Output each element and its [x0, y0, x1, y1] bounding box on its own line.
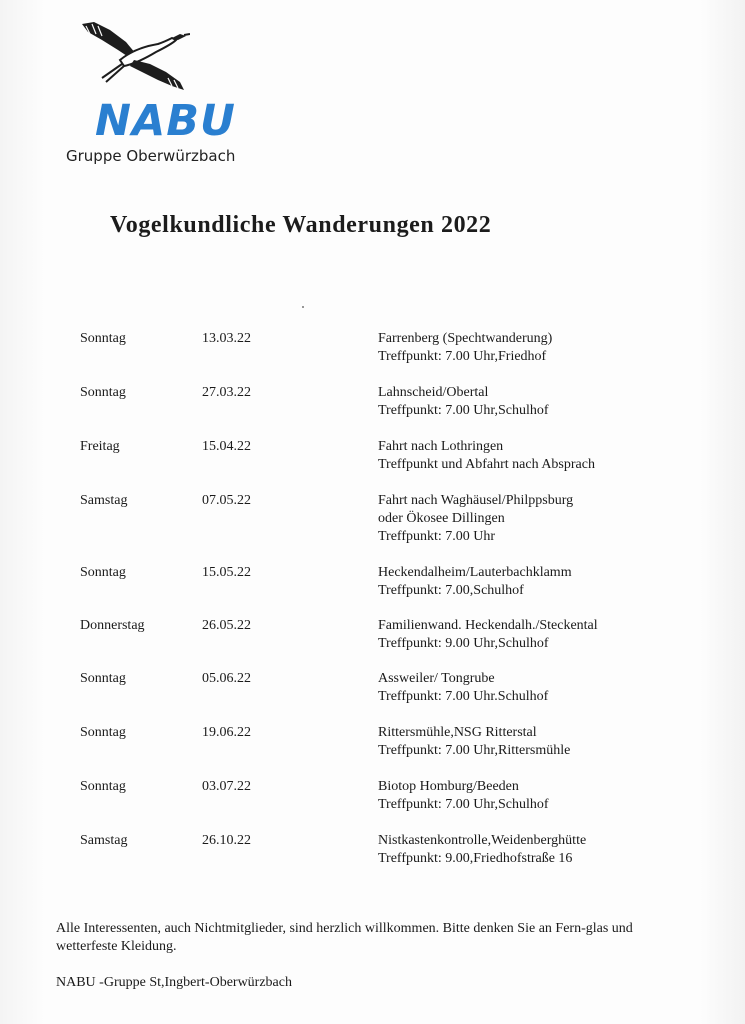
- schedule-destination: Rittersmühle,NSG Ritterstal: [378, 725, 537, 740]
- schedule-description: [378, 564, 572, 600]
- schedule-destination: Biotop Homburg/Beeden: [378, 779, 519, 794]
- schedule-destination: Heckendalheim/Lauterbachklamm: [378, 565, 572, 580]
- schedule-date: 27.03.22: [202, 385, 251, 400]
- schedule-description: [378, 438, 595, 474]
- schedule-day: Sonntag: [80, 779, 126, 794]
- schedule-description: [378, 330, 552, 366]
- schedule-description: [378, 492, 573, 546]
- schedule-destination: Assweiler/ Tongrube: [378, 671, 495, 686]
- schedule-meeting-point: Treffpunkt und Abfahrt nach Absprach: [378, 457, 595, 472]
- schedule-destination: Fahrt nach Waghäusel/Philppsburg: [378, 493, 574, 508]
- schedule-day: Sonntag: [80, 671, 126, 686]
- schedule-meeting-point: Treffpunkt: 7.00 Uhr,Schulhof: [378, 797, 549, 812]
- schedule-date: 26.05.22: [202, 618, 251, 633]
- schedule-description: [378, 778, 549, 814]
- schedule-day: Sonntag: [80, 725, 126, 740]
- schedule-date: 15.04.22: [202, 439, 251, 454]
- schedule-day: Sonntag: [80, 565, 126, 580]
- schedule-date: 26.10.22: [202, 833, 251, 848]
- logo-group-name: Gruppe Oberwürzbach: [66, 147, 236, 165]
- schedule-date: 15.05.22: [202, 565, 251, 580]
- logo-wordmark: NABU: [95, 96, 236, 146]
- schedule-date: 03.07.22: [202, 779, 251, 794]
- schedule-destination: Fahrt nach Lothringen: [378, 439, 504, 454]
- nabu-logo: [60, 20, 260, 170]
- schedule-meeting-point: Treffpunkt: 9.00,Friedhofstraße 16: [378, 851, 573, 866]
- schedule-destination: Farrenberg (Spechtwanderung): [378, 331, 553, 346]
- footer-signature: NABU -Gruppe St,Ingbert-Oberwürzbach: [56, 975, 292, 990]
- schedule-day: Samstag: [80, 833, 128, 848]
- schedule-date: 19.06.22: [202, 725, 251, 740]
- schedule-meeting-point: Treffpunkt: 7.00 Uhr.Schulhof: [378, 689, 549, 704]
- schedule-meeting-point: Treffpunkt: 7.00 Uhr,Rittersmühle: [378, 743, 571, 758]
- schedule-day: Freitag: [80, 439, 120, 454]
- schedule-meeting-point: Treffpunkt: 9.00 Uhr,Schulhof: [378, 636, 549, 651]
- schedule-description: [378, 617, 598, 653]
- schedule-description: [378, 384, 549, 420]
- page-title: Vogelkundliche Wanderungen 2022: [110, 212, 492, 238]
- schedule-meeting-point: Treffpunkt: 7.00,Schulhof: [378, 583, 524, 598]
- schedule-destination: Nistkastenkontrolle,Weidenberghütte: [378, 833, 587, 848]
- schedule-meeting-point: Treffpunkt: 7.00 Uhr,Friedhof: [378, 349, 547, 364]
- stork-icon: [80, 20, 190, 92]
- schedule-day: Sonntag: [80, 385, 126, 400]
- scan-speck: [302, 306, 304, 308]
- schedule-destination: Lahnscheid/Obertal: [378, 385, 489, 400]
- schedule-destination: Familienwand. Heckendalh./Steckental: [378, 618, 598, 633]
- footer-note: Alle Interessenten, auch Nichtmitglieder, sind herzlich willkommen. Bitte denken Sie an Fern-glas und wetterfeste Kleidung.: [56, 921, 633, 954]
- schedule-day: Donnerstag: [80, 618, 145, 633]
- schedule-description: [378, 832, 586, 868]
- schedule-description: [378, 724, 570, 760]
- schedule-day: Samstag: [80, 493, 128, 508]
- schedule-date: 13.03.22: [202, 331, 251, 346]
- schedule-destination: oder Ökosee Dillingen: [378, 511, 505, 526]
- schedule-meeting-point: Treffpunkt: 7.00 Uhr,Schulhof: [378, 403, 549, 418]
- schedule-day: Sonntag: [80, 331, 126, 346]
- schedule-description: [378, 670, 548, 706]
- schedule-meeting-point: Treffpunkt: 7.00 Uhr: [378, 529, 496, 544]
- schedule-date: 05.06.22: [202, 671, 251, 686]
- schedule-date: 07.05.22: [202, 493, 251, 508]
